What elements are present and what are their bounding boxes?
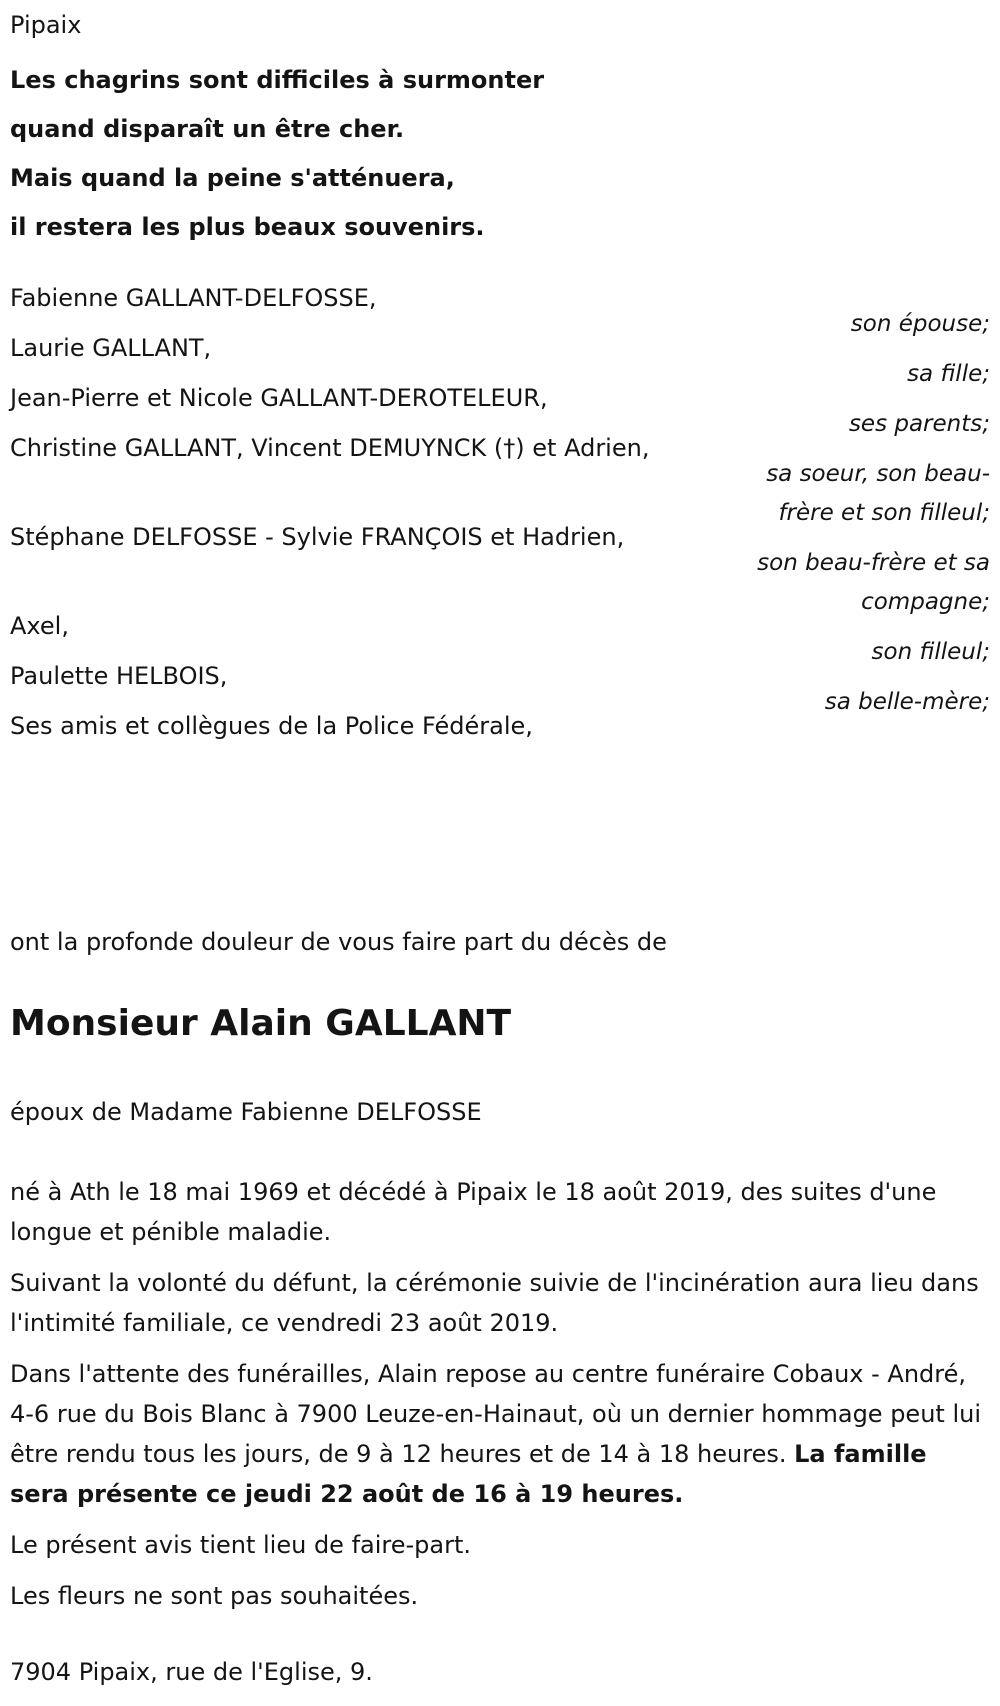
family-relation: sa belle-mère; bbox=[824, 689, 990, 715]
ceremony-paragraph: Suivant la volonté du défunt, la cérémonie suivie de l'incinération aura lieu dans l'intimité familiale, ce vendredi 23 août 2019. bbox=[10, 1269, 979, 1337]
family-member-name: Axel, bbox=[10, 612, 69, 640]
rest-place-text: Dans l'attente des funérailles, Alain repose au centre funéraire Cobaux - André, 4-6 rue du Bois Blanc à 7900 Leuze-en-Hainaut, où un dernier hommage peut lui être rendu tous les jours, de 9 à 12 heures et de 14 à 18 heures. bbox=[10, 1360, 981, 1468]
family-member-name: Ses amis et collègues de la Police Fédérale, bbox=[10, 712, 533, 740]
poem-line: il restera les plus beaux souvenirs. bbox=[10, 213, 485, 241]
notice-paragraph: Le présent avis tient lieu de faire-part. bbox=[10, 1531, 472, 1559]
family-entry bbox=[10, 522, 990, 622]
family-entry bbox=[10, 711, 990, 741]
family-list bbox=[10, 283, 990, 741]
family-presence-text: La famille sera présente ce jeudi 22 août de 16 à 19 heures. bbox=[10, 1440, 927, 1508]
obituary-body bbox=[10, 1172, 985, 1627]
family-relation: son beau-frère et sa compagne; bbox=[757, 550, 990, 615]
spouse-line: époux de Madame Fabienne DELFOSSE bbox=[10, 1098, 482, 1126]
family-member-name: Paulette HELBOIS, bbox=[10, 662, 228, 690]
poem-line: Les chagrins sont difficiles à surmonter bbox=[10, 66, 545, 94]
locality: Pipaix bbox=[10, 11, 82, 39]
family-member-name: Jean-Pierre et Nicole GALLANT-DEROTELEUR, bbox=[10, 384, 548, 412]
address-line: 7904 Pipaix, rue de l'Eglise, 9. bbox=[10, 1658, 373, 1686]
family-relation: sa soeur, son beau-frère et son filleul; bbox=[766, 461, 990, 526]
poem-line: quand disparaît un être cher. bbox=[10, 115, 405, 143]
family-relation: sa fille; bbox=[907, 361, 990, 387]
family-relation: ses parents; bbox=[848, 411, 990, 437]
rest-place-paragraph bbox=[10, 1354, 985, 1514]
family-member-name: Christine GALLANT, Vincent DEMUYNCK (†) et Adrien, bbox=[10, 434, 650, 462]
announcement-text: ont la profonde douleur de vous faire part du décès de bbox=[10, 928, 667, 956]
poem-line: Mais quand la peine s'atténuera, bbox=[10, 164, 455, 192]
family-relation: son filleul; bbox=[871, 639, 990, 665]
family-relation: son épouse; bbox=[850, 311, 990, 337]
family-member-name: Stéphane DELFOSSE - Sylvie FRANÇOIS et Hadrien, bbox=[10, 523, 625, 551]
flowers-paragraph: Les fleurs ne sont pas souhaitées. bbox=[10, 1582, 419, 1610]
birth-death-paragraph: né à Ath le 18 mai 1969 et décédé à Pipaix le 18 août 2019, des suites d'une longue et pénible maladie. bbox=[10, 1178, 937, 1246]
deceased-name: Monsieur Alain GALLANT bbox=[10, 1003, 512, 1044]
family-member-name: Laurie GALLANT, bbox=[10, 334, 212, 362]
poem bbox=[10, 56, 910, 252]
family-entry bbox=[10, 433, 990, 533]
family-member-name: Fabienne GALLANT-DELFOSSE, bbox=[10, 284, 377, 312]
